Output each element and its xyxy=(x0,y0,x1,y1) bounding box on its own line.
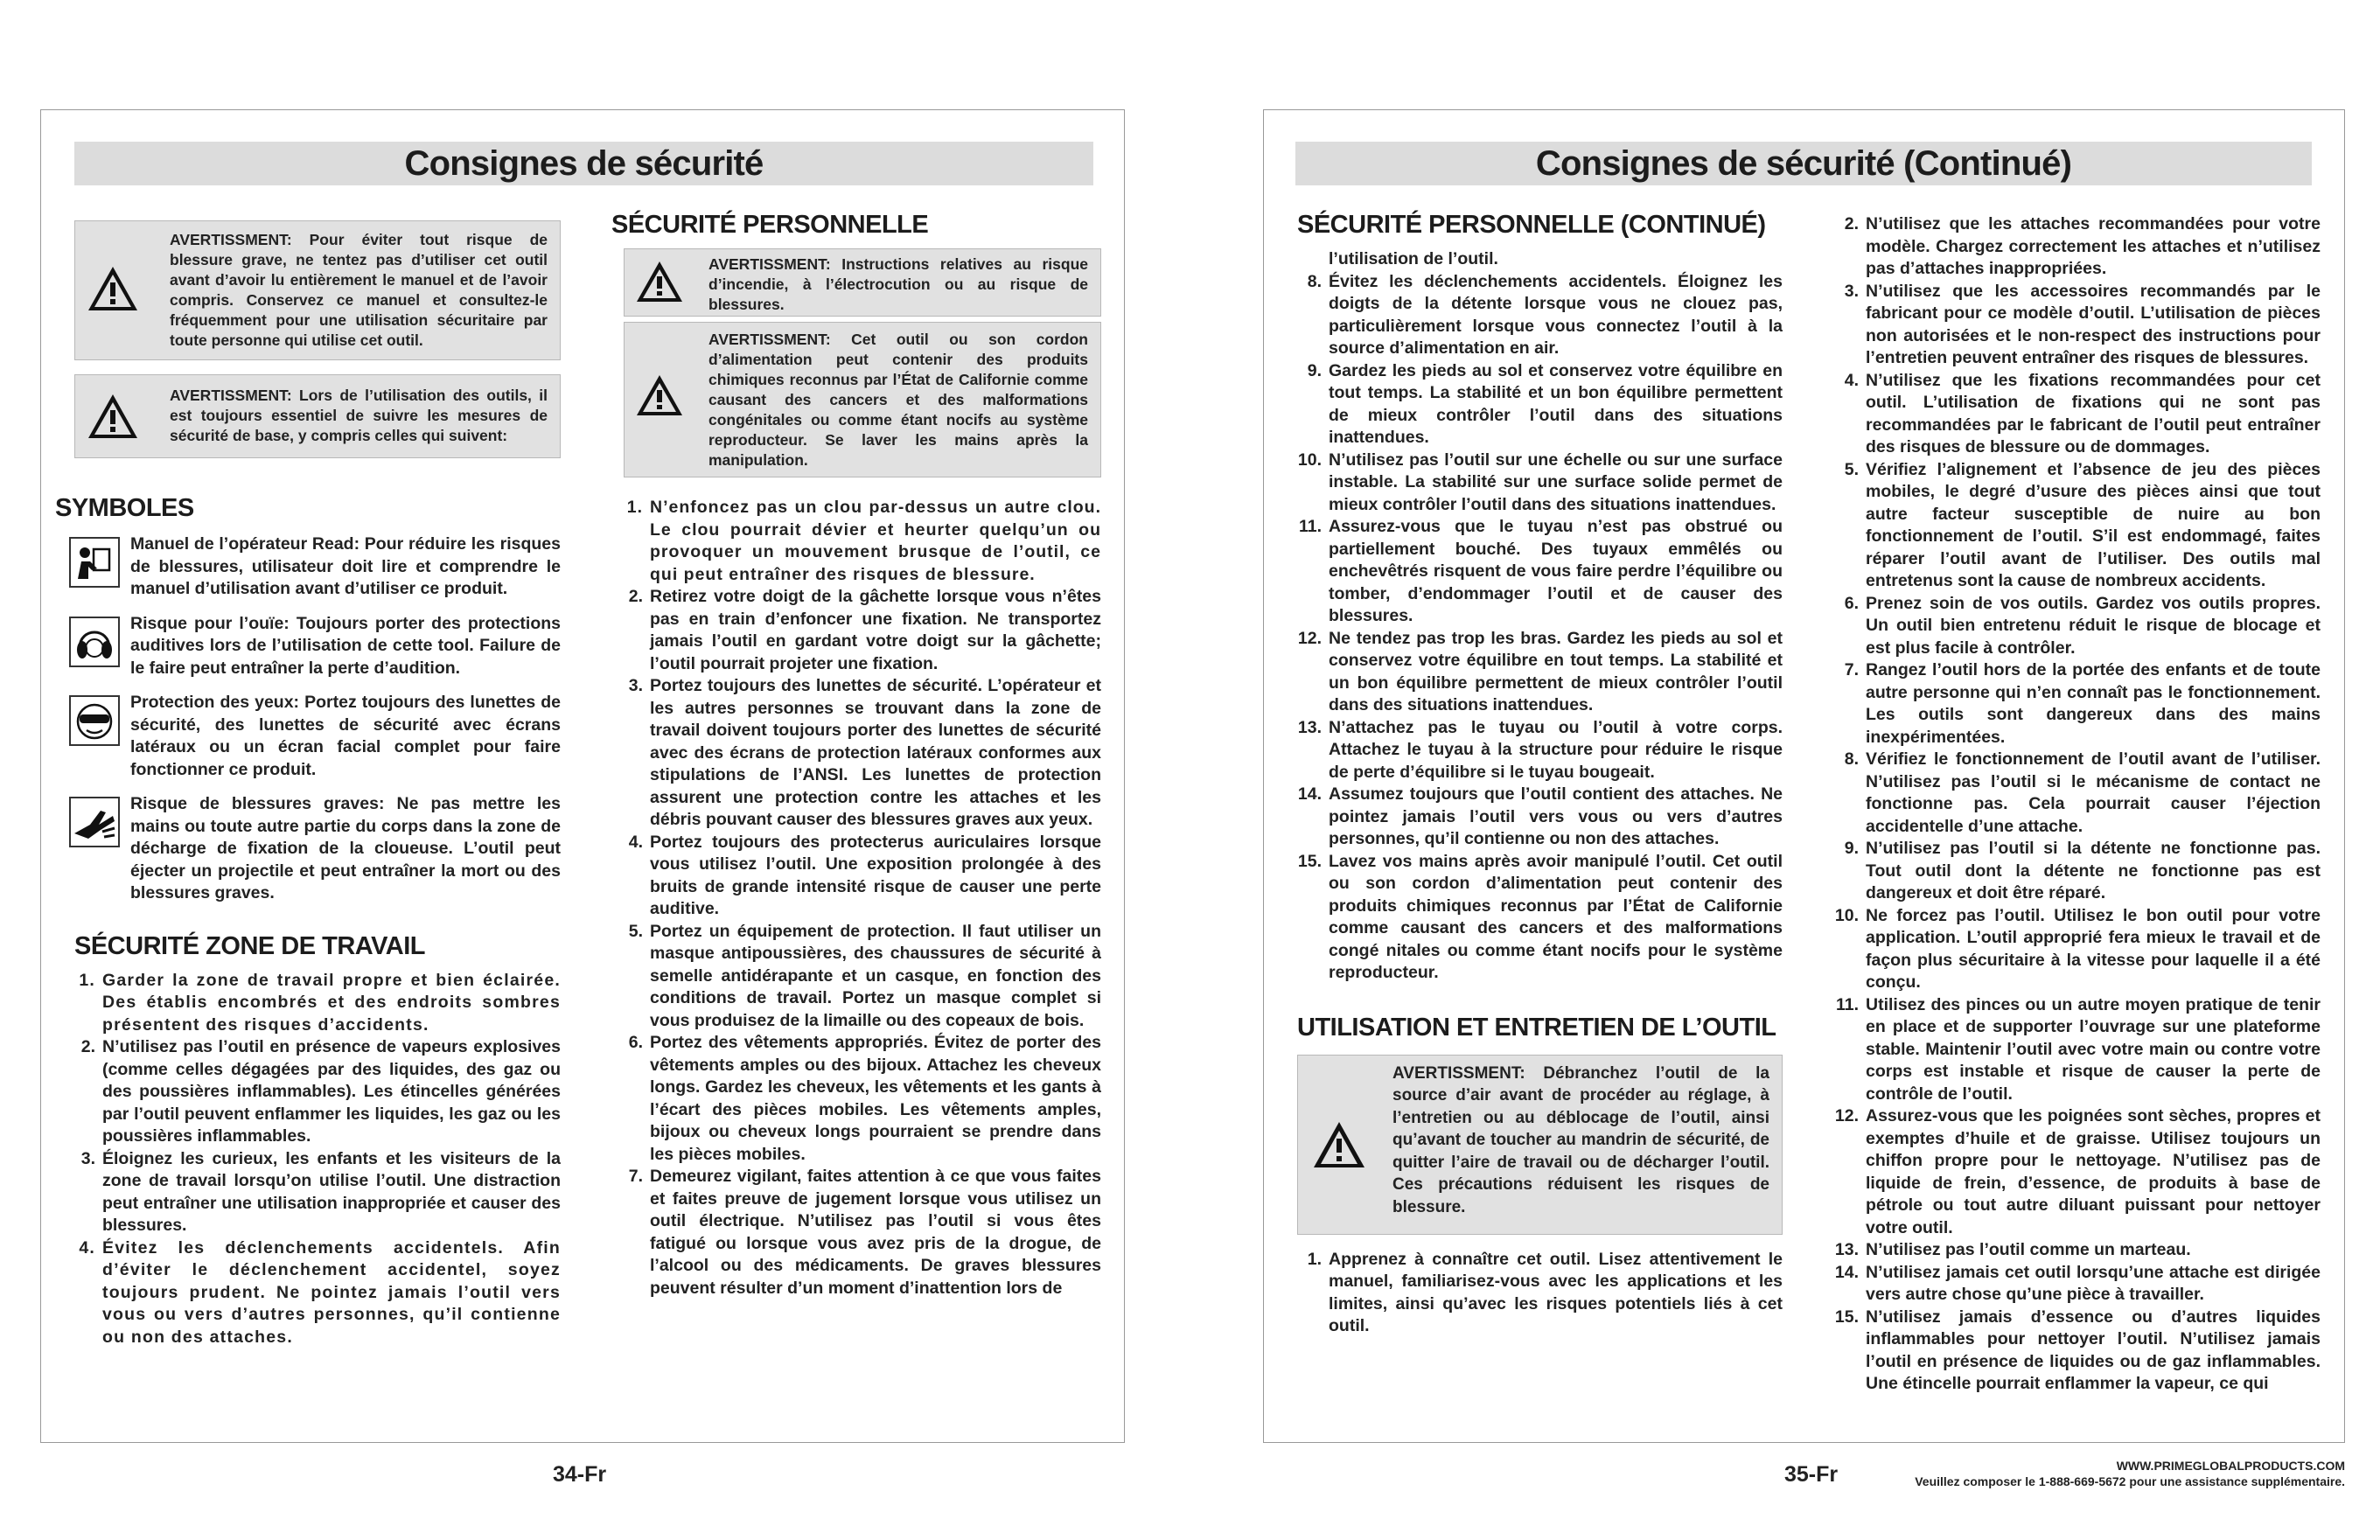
ear-protection-icon xyxy=(69,617,120,667)
symbols-heading: SYMBOLES xyxy=(55,494,194,522)
symbol-text: Risque pour l’ouïe: Toujours porter des protections auditives lors de l’utilisation de cette tool. Failure de le faire peut entraîner la perte d’audition. xyxy=(130,613,561,678)
list-item: 12. Ne tendez pas trop les bras. Gardez les pieds au sol et conservez votre équilibre en tout temps. La stabilité et un bon équilibre permettent de mieux contrôler l’outil dans des situations inattendues. xyxy=(1297,628,1783,714)
list-item: 8. Vérifiez le fonctionnement de l’outil avant de l’utiliser. N’utilisez pas l’outil si le mécanisme de contact ne fonctionne pas. Cela pourrait causer l’éjection accidentelle d’une attache. xyxy=(1844,749,2321,836)
symbol-text: Protection des yeux: Portez toujours des lunettes de sécurité, des lunettes de sécurité avec écrans latéraux ou un écran facial complet pour faire fonctionner ce produit. xyxy=(130,693,561,779)
tool-use-heading: UTILISATION ET ENTRETIEN DE L’OUTIL xyxy=(1297,1013,1776,1042)
website-link[interactable]: WWW.PRIMEGLOBALPRODUCTS.COM xyxy=(2116,1459,2345,1473)
website-info xyxy=(1915,1458,2345,1489)
right-column xyxy=(611,210,1101,1300)
left-column xyxy=(55,220,561,1348)
work-area-list xyxy=(71,970,561,1349)
personal-safety-list xyxy=(618,497,1101,1300)
warning-triangle-icon xyxy=(635,260,684,303)
list-item: 7. Demeurez vigilant, faites attention à ce que vous faites et faites preuve de jugement lorsque vous utilisez un outil électrique. N’utilisez pas l’outil si vous êtes fatigué ou lorsque vous avez pris de la drogue, de l’alcool ou des médicaments. De graves blessures peuvent résulter d’un moment d’inattention lors de xyxy=(628,1167,1101,1298)
list-item: 2. Retirez votre doigt de la gâchette lorsque vous n’êtes pas en train d’enfoncer une fixation. Ne transportez jamais l’outil en gardant votre doigt sur la gâchette; l’outil pourrait projeter une fixation. xyxy=(628,587,1101,673)
warning-text: AVERTISSMENT: Débranchez l’outil de la source d’air avant de procéder au réglage, à l’entretien ou au déblocage de l’outil, ainsi qu’avant de toucher au mandrin de sécurité, de quitter l’aire de travail ou de décharger l’outil. Ces précautions réduisent les risques de blessure. xyxy=(1392,1063,1769,1216)
page-title: Consignes de sécurité (Continué) xyxy=(1295,142,2312,185)
work-area-heading: SÉCURITÉ ZONE DE TRAVAIL xyxy=(74,931,425,960)
warning-triangle-icon xyxy=(87,393,139,440)
list-item: 1. Garder la zone de travail propre et bien éclairée. Des établis encombrés et des endroits sombres présentent des risques d’accidents. xyxy=(79,970,561,1035)
eye-protection-icon xyxy=(69,695,120,746)
list-item: 10. Ne forcez pas l’outil. Utilisez le bon outil pour votre application. L’outil approprié fera mieux le travail et de façon plus sécuritaire à la vitesse pour laquelle il a été conçu. xyxy=(1834,905,2321,992)
list-item: 11. Assurez-vous que le tuyau n’est pas obstrué ou partiellement bouché. Des tuyaux emmêlés ou enchevêtrés risquent de vous faire perdre l’équilibre ou tomber, d’endommager l’outil et de causer des blessures. xyxy=(1298,517,1783,625)
warning-text: AVERTISSMENT: Lors de l’utilisation des outils, il est toujours essentiel de suivre les mesures de sécurité de base, y compris celles qui suivent: xyxy=(170,387,548,444)
warning-box xyxy=(74,374,561,458)
warning-text: AVERTISSMENT: Instructions relatives au risque d’incendie, à l’électrocution ou au risque de blessures. xyxy=(708,255,1088,313)
symbol-text: Manuel de l’opérateur Read: Pour réduire les risques de blessures, utilisateur doit lire et comprendre le manuel d’utilisation avant d’utiliser ce produit. xyxy=(130,534,561,598)
warning-text: AVERTISSMENT: Pour éviter tout risque de blessure grave, ne tentez pas d’utiliser cet outil avant d’avoir lu entièrement le manuel et de l’avoir compris. Conservez ce manuel et consultez-le fréquemment pour une utilisation sécuritaire par toute personne qui utilise cet outil. xyxy=(170,231,548,349)
list-item: 12. Assurez-vous que les poignées sont sèches, propres et exemptes d’huile et de graisse. Utilisez toujours un chiffon propre pour le nettoyage. N’utilisez pas de liquide de frein, d’essence, de produits à base de pétrole ou tout autre diluant puissant pour nettoyer votre outil. xyxy=(1834,1106,2321,1237)
list-item: 2. N’utilisez pas l’outil en présence de vapeurs explosives (comme celles dégagées par des liquides, des gaz ou des poussières inflammables). Les étincelles générées par l’outil peuvent enflammer les liquides, les gaz ou les poussières inflammables. xyxy=(80,1037,561,1146)
list-item: 5. Portez un équipement de protection. Il faut utiliser un masque antipoussières, des chaussures de sécurité à semelle antidérapante et un casque, en fonction des conditions de travail. Portez un masque complet si vous produisez de la limaille ou des copeaux de bois. xyxy=(628,921,1101,1030)
symbol-row xyxy=(69,692,561,781)
left-column xyxy=(1297,210,1783,1338)
warning-triangle-icon xyxy=(635,373,684,417)
read-manual-icon xyxy=(69,537,120,588)
list-item: 5. Vérifiez l’alignement et l’absence de jeu des pièces mobiles, le degré d’usure des pièces ainsi que tout autre facteur susceptible de nuire au bon fonctionnement de l’outil. S’il est endommagé, faites réparer l’outil avant de l’utiliser. Des outils mal entretenus sont la cause de nombreux accidents. xyxy=(1844,459,2321,590)
symbol-row xyxy=(69,793,561,905)
warning-box xyxy=(74,220,561,360)
list-item: 3. N’utilisez que les accessoires recommandés par le fabricant pour ce modèle d’outil. L’utilisation de pièces non autorisées et le non-respect des instructions pour l’entretien peuvent entraîner des risques de blessures. xyxy=(1844,281,2321,367)
symbol-row xyxy=(69,533,561,601)
warning-triangle-icon xyxy=(87,265,139,312)
list-item: 13. N’utilisez pas l’outil comme un marteau. xyxy=(1834,1240,2191,1259)
warning-box xyxy=(624,322,1101,477)
warning-box xyxy=(624,248,1101,317)
list-item: 7. Rangez l’outil hors de la portée des enfants et de toute autre personne qui n’en connaît pas le fonctionnement. Les outils sont dangereux dans des mains inexpérimentées. xyxy=(1844,660,2321,747)
list-item: 2. N’utilisez que les attaches recommandées pour votre modèle. Chargez correctement les attaches et n’utilisez pas d’attaches inappropriées. xyxy=(1844,214,2321,278)
list-item: 6. Prenez soin de vos outils. Gardez vos outils propres. Un outil bien entretenu réduit le risque de blocage et est plus facile à contrôler. xyxy=(1844,593,2321,658)
warning-box xyxy=(1297,1055,1783,1235)
list-item: 3. Portez toujours des lunettes de sécurité. L’opérateur et les autres personnes se trouvant dans la zone de travail doivent toujours porter des lunettes de sécurité avec des écrans de protection latéraux conformes aux stipulations de l’ANSI. Les lunettes de protection assurent une protection contre les attaches et les débris pouvant causer des blessures graves aux yeux. xyxy=(628,676,1101,829)
hand-injury-icon xyxy=(69,797,120,847)
right-page xyxy=(1263,109,2345,1443)
list-item: 11. Utilisez des pinces ou un autre moyen pratique de tenir en place et de supporter l’ouvrage sur une plateforme stable. Maintenir l’outil avec votre main ou contre votre corps est instable et risque de causer la perte de contrôle de l’outil. xyxy=(1835,994,2321,1104)
list-item: 1. N’enfoncez pas un clou par-dessus un autre clou. Le clou pourrait dévier et heurter quelqu’un ou provoquer un mouvement brusque de l’outil, ce qui peut entraîner des risques de blessure. xyxy=(626,498,1101,584)
list-item: 9. N’utilisez pas l’outil si la détente ne fonctionne pas. Tout outil dont la détente ne fonctionne pas est dangereux et doit être réparé. xyxy=(1844,839,2321,902)
left-page xyxy=(40,109,1125,1443)
personal-safety-continued-heading: SÉCURITÉ PERSONNELLE (CONTINUÉ) xyxy=(1297,211,1766,239)
personal-safety-heading: SÉCURITÉ PERSONNELLE xyxy=(611,211,929,239)
symbols-list xyxy=(69,533,561,905)
list-item: 14. N’utilisez jamais cet outil lorsqu’une attache est dirigée vers autre chose qu’une pièce à travailler. xyxy=(1834,1262,2321,1304)
tool-use-list xyxy=(1297,1249,1783,1338)
list-item: 4. Évitez les déclenchements accidentels. Afin d’éviter le déclenchement accidentel, soyez toujours prudent. Ne pointez jamais l’outil vers vous ou vers d’autres personnes, qu’il contienne ou non des attaches. xyxy=(79,1237,561,1347)
tool-use-list-continued xyxy=(1834,213,2321,1396)
list-item: 15. N’utilisez jamais d’essence ou d’autres liquides inflammables pour nettoyer l’outil. N’utilisez jamais l’outil en présence de liquides ou de gaz inflammables. Une étincelle pourrait enflammer la vapeur, ce qui xyxy=(1834,1307,2321,1393)
list-item: 13. N’attachez pas le tuyau ou l’outil à votre corps. Attachez le tuyau à la structure pour réduire le risque de perte d’équilibre si le tuyau bougeait. xyxy=(1297,717,1783,782)
list-item: 14. Assumez toujours que l’outil contient des attaches. Ne pointez jamais l’outil vers vous ou vers d’autres personnes, qu’il contienne ou non des attaches. xyxy=(1297,784,1783,848)
right-column xyxy=(1834,213,2321,1396)
page-number: 35-Fr xyxy=(1784,1462,1839,1487)
warning-triangle-icon xyxy=(1312,1120,1366,1169)
list-item: 3. Éloignez les curieux, les enfants et les visiteurs de la zone de travail lorsqu’on utilise l’outil. Une distraction peut entraîner une utilisation inappropriée et causer des blessures. xyxy=(80,1148,561,1235)
page-number: 34-Fr xyxy=(553,1462,607,1487)
support-phone-text: Veuillez composer le 1-888-669-5672 pour une assistance supplémentaire. xyxy=(1915,1474,2345,1488)
list-item: 8. Évitez les déclenchements accidentels. Éloignez les doigts de la détente lorsque vous ne clouez pas, particulièrement lorsque vous connectez l’outil à la source d’alimentation en air. xyxy=(1307,271,1783,358)
page-title: Consignes de sécurité xyxy=(74,142,1093,185)
symbol-text: Risque de blessures graves: Ne pas mettre les mains ou toute autre partie du corps dans la zone de décharge de fixation de la cloueuse. L’outil peut éjecter un projectile et peut entraîner la mort ou des blessures graves. xyxy=(130,794,561,902)
list-item: 10. N’utilisez pas l’outil sur une échelle ou sur une surface instable. La stabilité sur une surface solide permet de mieux contrôler l’outil dans des situations inattendues. xyxy=(1297,449,1783,514)
list-item: 4. Portez toujours des protecterus auriculaires lorsque vous utilisez l’outil. Une exposition prolongée à des bruits de grande intensité risque de causer une perte auditive. xyxy=(628,832,1101,918)
warning-text: AVERTISSMENT: Cet outil ou son cordon d’alimentation peut contenir des produits chimiques reconnus par l’État de Californie comme causant des cancers et des malformations congénitales ou comme étant nocifs au système reproducteur. Se laver les mains après la manipulation. xyxy=(708,331,1088,469)
personal-safety-continued-list xyxy=(1297,271,1783,985)
symbol-row xyxy=(69,613,561,680)
list-item: 4. N’utilisez que les fixations recommandées pour cet outil. L’utilisation de fixations qui ne sont pas recommandées par le fabricant de l’outil peut entraîner des risques de blessure ou de dommages. xyxy=(1844,370,2321,456)
list-item: 1. Apprenez à connaître cet outil. Lisez attentivement le manuel, familiarisez-vous avec les applications et les limites, ainsi qu’avec les risques potentiels liés à cet outil. xyxy=(1307,1249,1783,1335)
list-item: 15. Lavez vos mains après avoir manipulé l’outil. Cet outil ou son cordon d’alimentation peut contenir des produits chimiques reconnus par l’État de Californie comme causant des cancers et des malformations congé nitales ou comme étant nocifs pour le système reproducteur. xyxy=(1297,851,1783,982)
continued-text: l’utilisation de l’outil. xyxy=(1329,249,1498,268)
list-item: 9. Gardez les pieds au sol et conservez votre équilibre en tout temps. La stabilité et un bon équilibre permettent de mieux contrôler l’outil dans des situations inattendues. xyxy=(1307,360,1783,447)
list-item: 6. Portez des vêtements appropriés. Évitez de porter des vêtements amples ou des bijoux. Attachez les cheveux longs. Gardez les cheveux, les vêtements et les gants à l’écart des pièces mobiles. Les vêtements amples, bijoux ou cheveux longs pourraient se prendre dans les pièces mobiles. xyxy=(628,1033,1101,1164)
